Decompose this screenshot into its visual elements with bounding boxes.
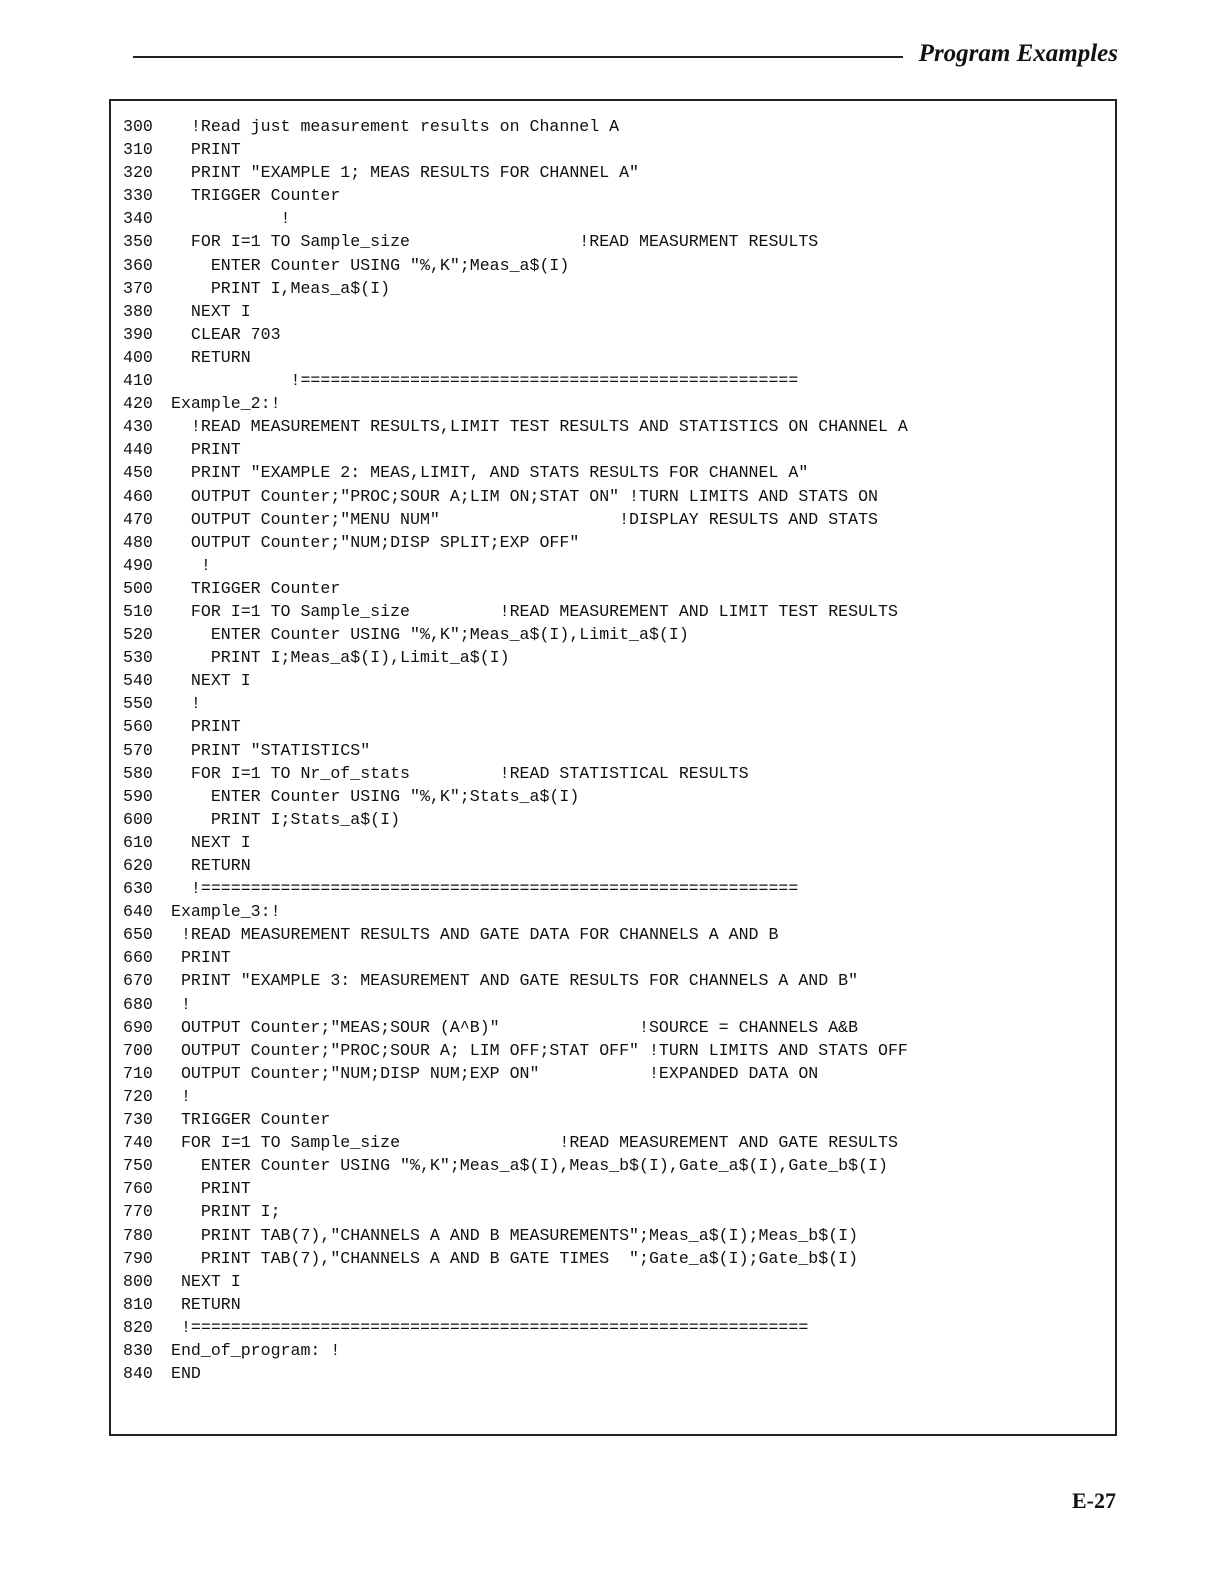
code-line [123, 300, 908, 323]
line-number: 500 [123, 578, 153, 598]
line-number: 760 [123, 1179, 153, 1199]
code-line [123, 808, 908, 831]
code-line [123, 508, 908, 531]
line-code: NEXT I [171, 1271, 241, 1291]
line-code: !================================================== [171, 371, 799, 391]
code-line [123, 1085, 908, 1108]
line-code: OUTPUT Counter;"PROC;SOUR A; LIM OFF;STAT OFF" !TURN LIMITS AND STATS OFF [171, 1040, 908, 1060]
line-code: NEXT I [171, 671, 251, 691]
line-number: 810 [123, 1294, 153, 1314]
line-number: 340 [123, 209, 153, 229]
line-code: PRINT I;Stats_a$(I) [171, 809, 401, 829]
line-number: 430 [123, 417, 153, 437]
line-code: RETURN [171, 347, 251, 367]
code-line [123, 1131, 908, 1154]
code-line [123, 831, 908, 854]
line-code: ! [171, 994, 191, 1014]
line-code: PRINT "EXAMPLE 2: MEAS,LIMIT, AND STATS RESULTS FOR CHANNEL A" [171, 463, 809, 483]
page-header-title: Program Examples [918, 40, 1118, 67]
code-line [123, 946, 908, 969]
line-code: NEXT I [171, 301, 251, 321]
code-line [123, 115, 908, 138]
line-code: FOR I=1 TO Sample_size !READ MEASURMENT RESULTS [171, 232, 819, 252]
line-code: PRINT "STATISTICS" [171, 740, 371, 760]
code-line [123, 1108, 908, 1131]
line-number: 380 [123, 301, 153, 321]
line-code: PRINT "EXAMPLE 1; MEAS RESULTS FOR CHANNEL A" [171, 163, 640, 183]
line-code: OUTPUT Counter;"PROC;SOUR A;LIM ON;STAT ON" !TURN LIMITS AND STATS ON [171, 486, 879, 506]
line-code: PRINT [171, 948, 231, 968]
line-code: NEXT I [171, 832, 251, 852]
line-code: TRIGGER Counter [171, 186, 341, 206]
line-code: OUTPUT Counter;"MENU NUM" !DISPLAY RESULTS AND STATS [171, 509, 879, 529]
line-number: 710 [123, 1063, 153, 1083]
line-number: 680 [123, 994, 153, 1014]
code-line [123, 485, 908, 508]
line-number: 540 [123, 671, 153, 691]
code-listing-box [109, 99, 1117, 1436]
line-number: 570 [123, 740, 153, 760]
code-line [123, 600, 908, 623]
line-code: !Read just measurement results on Channel A [171, 117, 620, 136]
line-code: ! [171, 555, 211, 575]
code-line [123, 277, 908, 300]
line-code: ! [171, 1086, 191, 1106]
code-line [123, 1362, 908, 1385]
code-line [123, 438, 908, 461]
code-line [123, 715, 908, 738]
line-number: 630 [123, 879, 153, 899]
line-code: PRINT "EXAMPLE 3: MEASUREMENT AND GATE RESULTS FOR CHANNELS A AND B" [171, 971, 859, 991]
code-line [123, 923, 908, 946]
code-line [123, 1039, 908, 1062]
code-line [123, 1339, 908, 1362]
line-code: !READ MEASUREMENT RESULTS AND GATE DATA FOR CHANNELS A AND B [171, 925, 779, 945]
line-number: 530 [123, 648, 153, 668]
line-code: RETURN [171, 856, 251, 875]
line-number: 490 [123, 555, 153, 575]
line-code: End_of_program: ! [171, 1340, 341, 1360]
line-code: OUTPUT Counter;"NUM;DISP NUM;EXP ON" !EXPANDED DATA ON [171, 1063, 819, 1083]
line-code: ENTER Counter USING "%,K";Meas_a$(I) [171, 255, 570, 275]
line-number: 330 [123, 186, 153, 206]
code-line [123, 207, 908, 230]
code-line [123, 1016, 908, 1039]
line-code: OUTPUT Counter;"NUM;DISP SPLIT;EXP OFF" [171, 532, 580, 552]
code-line [123, 623, 908, 646]
line-number: 670 [123, 971, 153, 991]
line-code: PRINT I;Meas_a$(I),Limit_a$(I) [171, 648, 510, 668]
code-line [123, 854, 908, 877]
line-code: Example_3:! [171, 902, 281, 922]
line-number: 520 [123, 625, 153, 645]
line-code: FOR I=1 TO Sample_size !READ MEASUREMENT AND GATE RESULTS [171, 1133, 898, 1153]
code-line [123, 577, 908, 600]
line-code: FOR I=1 TO Nr_of_stats !READ STATISTICAL RESULTS [171, 763, 749, 783]
code-line [123, 346, 908, 369]
code-line [123, 900, 908, 923]
line-code: ! [171, 694, 201, 714]
line-number: 830 [123, 1340, 153, 1360]
code-line [123, 1270, 908, 1293]
code-line [123, 762, 908, 785]
code-line [123, 369, 908, 392]
line-number: 730 [123, 1110, 153, 1130]
code-line [123, 1316, 908, 1339]
line-number: 440 [123, 440, 153, 460]
line-number: 460 [123, 486, 153, 506]
line-number: 660 [123, 948, 153, 968]
code-line [123, 969, 908, 992]
line-code: ! [171, 209, 291, 229]
line-number: 560 [123, 717, 153, 737]
line-code: ENTER Counter USING "%,K";Stats_a$(I) [171, 786, 580, 806]
line-number: 720 [123, 1086, 153, 1106]
line-number: 740 [123, 1133, 153, 1153]
code-line [123, 415, 908, 438]
code-line [123, 554, 908, 577]
line-code: !============================================================ [171, 879, 799, 899]
code-line [123, 1177, 908, 1200]
line-number: 590 [123, 786, 153, 806]
line-code: FOR I=1 TO Sample_size !READ MEASUREMENT AND LIMIT TEST RESULTS [171, 601, 898, 621]
line-code: PRINT [171, 717, 241, 737]
line-code: END [171, 1364, 201, 1384]
line-number: 360 [123, 255, 153, 275]
code-line [123, 993, 908, 1016]
line-code: RETURN [171, 1294, 241, 1314]
code-line [123, 739, 908, 762]
line-number: 780 [123, 1225, 153, 1245]
line-code: OUTPUT Counter;"MEAS;SOUR (A^B)" !SOURCE = CHANNELS A&B [171, 1017, 859, 1037]
code-line [123, 392, 908, 415]
line-code: ENTER Counter USING "%,K";Meas_a$(I),Meas_b$(I),Gate_a$(I),Gate_b$(I) [171, 1156, 888, 1176]
line-number: 650 [123, 925, 153, 945]
code-lines [123, 115, 908, 1385]
line-number: 370 [123, 278, 153, 298]
code-line [123, 669, 908, 692]
code-line [123, 1154, 908, 1177]
line-number: 400 [123, 347, 153, 367]
line-number: 800 [123, 1271, 153, 1291]
line-number: 640 [123, 902, 153, 922]
line-number: 390 [123, 324, 153, 344]
line-code: PRINT I; [171, 1202, 281, 1222]
line-code: CLEAR 703 [171, 324, 281, 344]
page-number: E-27 [1072, 1488, 1116, 1513]
code-line [123, 1224, 908, 1247]
line-code: ENTER Counter USING "%,K";Meas_a$(I),Limit_a$(I) [171, 625, 689, 645]
code-line [123, 1293, 908, 1316]
code-line [123, 531, 908, 554]
code-line [123, 785, 908, 808]
line-code: !READ MEASUREMENT RESULTS,LIMIT TEST RESULTS AND STATISTICS ON CHANNEL A [171, 417, 908, 437]
line-number: 820 [123, 1317, 153, 1337]
line-code: PRINT TAB(7),"CHANNELS A AND B MEASUREMENTS";Meas_a$(I);Meas_b$(I) [171, 1225, 859, 1245]
line-number: 620 [123, 856, 153, 875]
line-number: 790 [123, 1248, 153, 1268]
code-line [123, 1062, 908, 1085]
line-number: 690 [123, 1017, 153, 1037]
line-number: 700 [123, 1040, 153, 1060]
line-number: 420 [123, 394, 153, 414]
line-number: 840 [123, 1364, 153, 1384]
line-number: 450 [123, 463, 153, 483]
line-number: 580 [123, 763, 153, 783]
line-number: 550 [123, 694, 153, 714]
line-number: 310 [123, 140, 153, 160]
line-number: 610 [123, 832, 153, 852]
line-code: Example_2:! [171, 394, 281, 414]
line-code: PRINT [171, 440, 241, 460]
line-number: 600 [123, 809, 153, 829]
line-number: 300 [123, 117, 153, 136]
code-line [123, 323, 908, 346]
code-line [123, 138, 908, 161]
line-number: 770 [123, 1202, 153, 1222]
code-line [123, 1247, 908, 1270]
line-code: PRINT I,Meas_a$(I) [171, 278, 391, 298]
code-line [123, 877, 908, 900]
code-line [123, 1200, 908, 1223]
code-line [123, 184, 908, 207]
code-line [123, 161, 908, 184]
code-line [123, 692, 908, 715]
header-rule [133, 56, 903, 58]
line-number: 320 [123, 163, 153, 183]
line-number: 470 [123, 509, 153, 529]
code-line [123, 230, 908, 253]
line-code: PRINT [171, 1179, 251, 1199]
code-line [123, 646, 908, 669]
line-code: PRINT TAB(7),"CHANNELS A AND B GATE TIMES ";Gate_a$(I);Gate_b$(I) [171, 1248, 859, 1268]
line-code: TRIGGER Counter [171, 578, 341, 598]
line-number: 510 [123, 601, 153, 621]
line-code: TRIGGER Counter [171, 1110, 331, 1130]
line-number: 350 [123, 232, 153, 252]
line-code: !============================================================== [171, 1317, 809, 1337]
line-number: 410 [123, 371, 153, 391]
line-number: 480 [123, 532, 153, 552]
line-code: PRINT [171, 140, 241, 160]
line-number: 750 [123, 1156, 153, 1176]
code-line [123, 461, 908, 484]
code-line [123, 254, 908, 277]
